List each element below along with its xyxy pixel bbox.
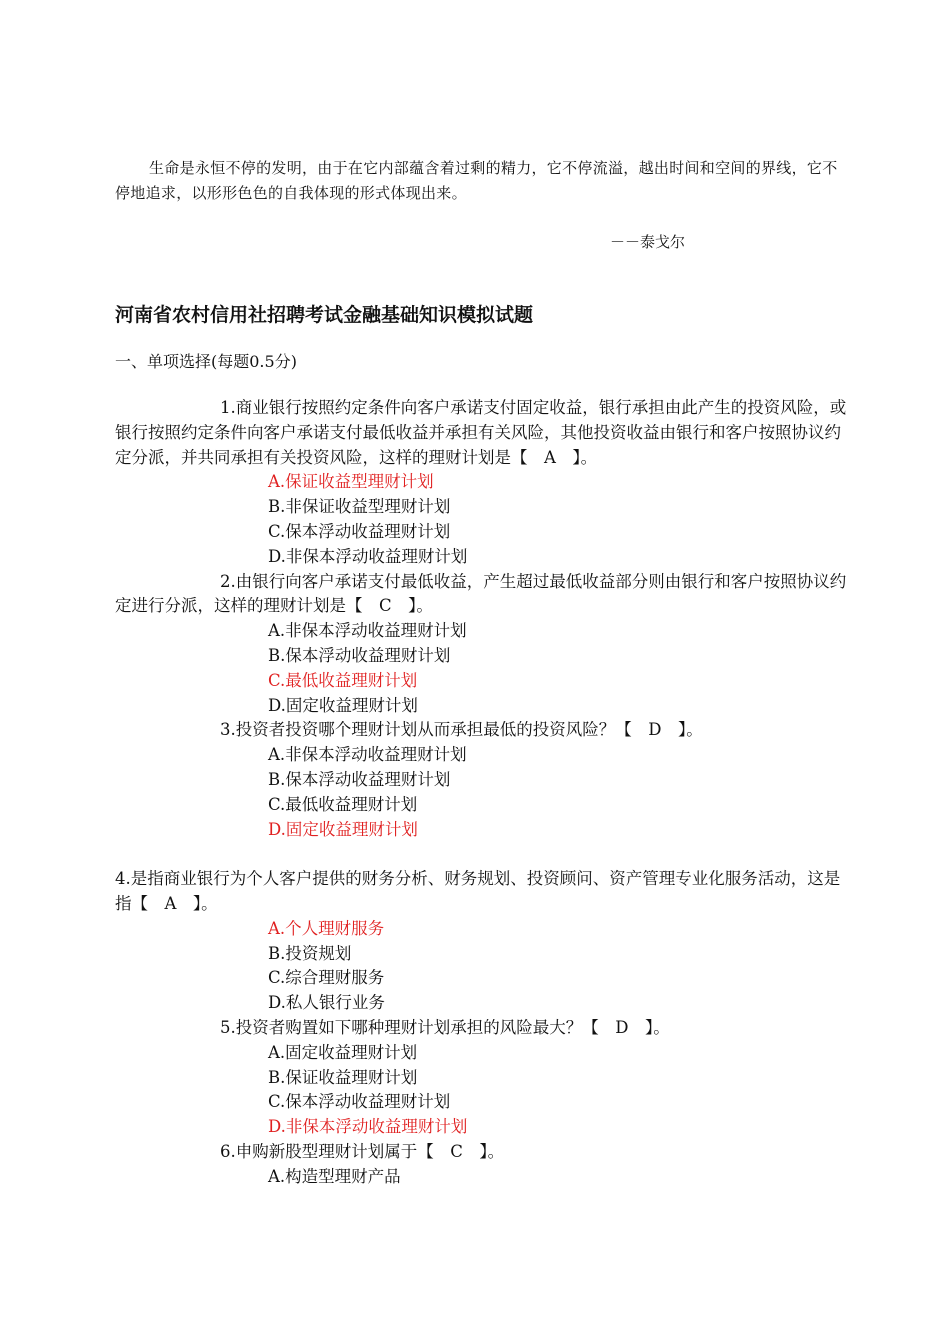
option: D.固定收益理财计划	[268, 819, 418, 839]
question-text: 3.投资者投资哪个理财计划从而承担最低的投资风险？【 D 】。	[220, 720, 703, 740]
option: A.非保本浮动收益理财计划	[268, 745, 467, 765]
option: B.保本浮动收益理财计划	[268, 645, 451, 665]
option: A.固定收益理财计划	[268, 1042, 418, 1062]
question-text: 2.由银行向客户承诺支付最低收益，产生超过最低收益部分则由银行和客户按照协议约定进行分派，这样的理财计划是【 C 】。	[115, 571, 847, 616]
option: B.保证收益理财计划	[268, 1067, 418, 1087]
option: D.非保本浮动收益理财计划	[268, 546, 468, 566]
question-text: 5.投资者购置如下哪种理财计划承担的风险最大？【 D 】。	[220, 1017, 670, 1037]
option: C.保本浮动收益理财计划	[268, 1092, 451, 1112]
question-text: 4.是指商业银行为个人客户提供的财务分析、财务规划、投资顾问、资产管理专业化服务活动，这是指【 A 】。	[115, 869, 841, 913]
question-2	[115, 570, 850, 719]
question-list	[115, 396, 850, 1190]
option: B.保本浮动收益理财计划	[268, 769, 451, 789]
document-title: 河南省农村信用社招聘考试金融基础知识模拟试题	[115, 304, 534, 326]
option: A.保证收益型理财计划	[268, 472, 434, 492]
quote-author: －－泰戈尔	[610, 233, 686, 251]
option: B.投资规划	[268, 943, 352, 963]
question-text: 1.商业银行按照约定条件向客户承诺支付固定收益，银行承担由此产生的投资风险，或银行按照约定条件向客户承诺支付最低收益并承担有关风险，其他投资收益由银行和客户按照协议约定分派，并共同承担有关投资风险，这样的理财计划是【 A 】。	[115, 398, 847, 467]
question-4	[115, 867, 850, 1016]
option: C.保本浮动收益理财计划	[268, 521, 451, 541]
option: D.固定收益理财计划	[268, 695, 418, 715]
option: A.非保本浮动收益理财计划	[268, 621, 467, 641]
quote-text: 生命是永恒不停的发明，由于在它内部蕴含着过剩的精力，它不停流溢，越出时间和空间的界线，它不停地追求，以形形色色的自我体现的形式体现出来。	[115, 159, 838, 202]
question-5	[115, 1016, 850, 1140]
question-6	[115, 1140, 850, 1190]
option: A.个人理财服务	[268, 918, 385, 938]
question-3	[115, 718, 850, 842]
option: A.构造型理财产品	[268, 1166, 401, 1186]
option: D.非保本浮动收益理财计划	[268, 1117, 468, 1137]
question-text: 6.申购新股型理财计划属于【 C 】。	[220, 1141, 505, 1161]
option: C.最低收益理财计划	[268, 670, 418, 690]
question-1	[115, 396, 850, 570]
option: B.非保证收益型理财计划	[268, 497, 451, 517]
option: D.私人银行业务	[268, 993, 385, 1013]
option: C.最低收益理财计划	[268, 794, 418, 814]
section-heading: 一、单项选择(每题0.5分)	[115, 352, 297, 371]
option: C.综合理财服务	[268, 968, 385, 988]
